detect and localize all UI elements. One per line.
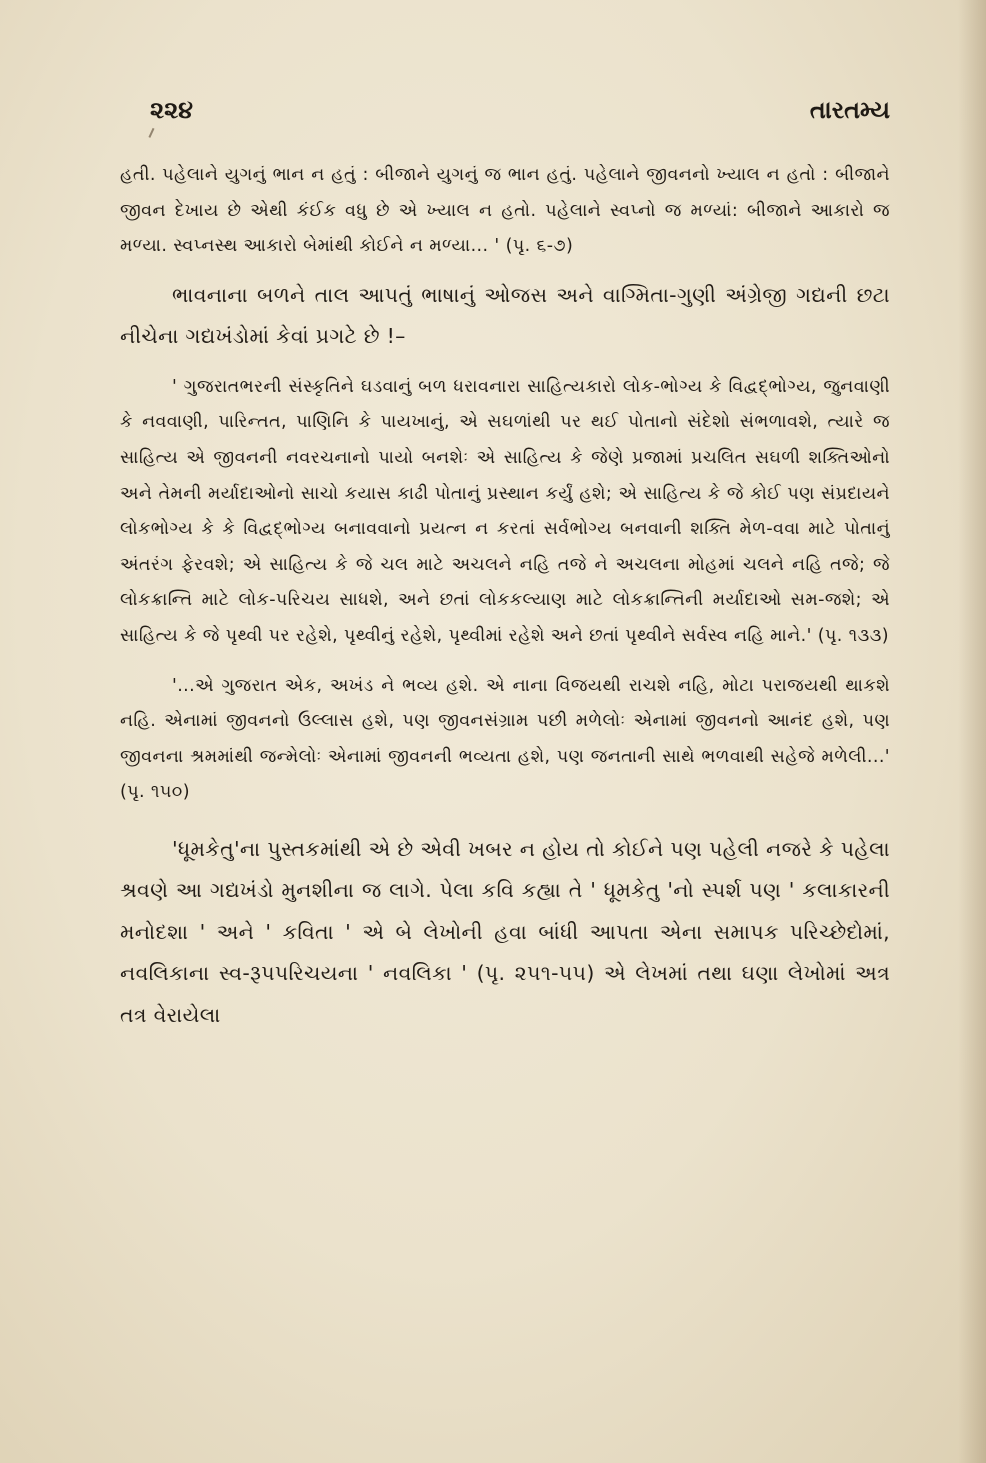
page-edge-shadow — [958, 0, 986, 1463]
page-header — [150, 96, 890, 136]
quote-paragraph: '...એ ગુજરાત એક, અખંડ ને ભવ્ય હશે. એ નાના વિજયથી રાચશે નહિ, મોટા પરાજયથી થાકશે નહિ. એનામાં જીવનનો ઉલ્લાસ હશે, પણ જીવનસંગ્રામ પછી મળેલોઃ એનામાં જીવનનો આનંદ હશે, પણ જીવનના શ્રમમાંથી જન્મેલોઃ એનામાં જીવનની ભવ્યતા હશે, પણ જનતાની સાથે ભળવાથી સહેજે મળેલી...' (પૃ. ૧૫૦) — [120, 675, 890, 803]
running-title: તારતમ્ય — [809, 96, 890, 124]
page-number: ૨૨૪ — [150, 96, 194, 124]
body-paragraph: 'ધૂમકેતુ'ના પુસ્તકમાંથી એ છે એવી ખબર ન હોય તો કોઈને પણ પહેલી નજરે કે પહેલા શ્રવણે આ ગદ્યખંડો મુનશીના જ લાગે. પેલા કવિ કહ્યા તે ' ધૂમકેતુ 'નો સ્પર્શ પણ ' કલાકારની મનોદશા ' અને ' કવિતા ' એ બે લેખોની હવા બાંધી આપતા એના સમાપક પરિચ્છેદોમાં, નવલિકાના સ્વ-રૂપપરિચયના ' નવલિકા ' (પૃ. ૨૫૧-૫૫) એ લેખમાં તથા ઘણા લેખોમાં અત્ર તત્ર વેરાયેલા — [120, 836, 890, 1027]
quote-paragraph-continued: હતી. પહેલાને યુગનું ભાન ન હતું : બીજાને યુગનું જ ભાન હતું. પહેલાને જીવનનો ખ્યાલ ન હતો : બીજાને જીવન દેખાય છે એથી કંઈક વધુ છે એ ખ્યાલ ન હતો. પહેલાને સ્વપ્નો જ મળ્યાં: બીજાને આકારો જ મળ્યા. સ્વપ્નસ્થ આકારો બેમાંથી કોઈને ન મળ્યા... ' (પૃ. ૬-૭) — [120, 165, 890, 257]
quote-paragraph: ' ગુજરાતભરની સંસ્કૃતિને ઘડવાનું બળ ધરાવનારા સાહિત્યકારો લોક-ભોગ્ય કે વિદ્વદ્ભોગ્ય, જુનવાણી કે નવવાણી, પારિન્તત, પાણિનિ કે પાયખાનું, એ સઘળાંથી પર થઈ પોતાનો સંદેશો સંભળાવશે, ત્યારે જ સાહિત્ય એ જીવનની નવરચનાનો પાયો બનશેઃ એ સાહિત્ય કે જેણે પ્રજામાં પ્રચલિત સઘળી શક્તિઓનો અને તેમની મર્યાદાઓનો સાચો કયાસ કાઢી પોતાનું પ્રસ્થાન કર્યું હશે; એ સાહિત્ય કે જે કોઈ પણ સંપ્રદાયને લોકભોગ્ય કે કે વિદ્વદ્ભોગ્ય બનાવવાનો પ્રયત્ન ન કરતાં સર્વભોગ્ય બનવાની શક્તિ મેળ-વવા માટે પોતાનું અંતરંગ ફેરવશે; એ સાહિત્ય કે જે ચલ માટે અચલને નહિ તજે ને અચલના મોહમાં ચલને નહિ તજે; જે લોકક્રાન્તિ માટે લોક-પરિચય સાધશે, અને છતાં લોકકલ્યાણ માટે લોકક્રાન્તિની મર્યાદાઓ સમ-જશે; એ સાહિત્ય કે જે પૃથ્વી પર રહેશે, પૃથ્વીનું રહેશે, પૃથ્વીમાં રહેશે અને છતાં પૃથ્વીને સર્વસ્વ નહિ માને.' (પૃ. ૧૩૩) — [120, 376, 890, 646]
page-body — [120, 158, 890, 1036]
body-paragraph: ભાવનાના બળને તાલ આપતું ભાષાનું ઓજસ અને વાગ્મિતા-ગુણી અંગ્રેજી ગદ્યની છટા નીચેના ગદ્યખંડોમાં કેવાં પ્રગટે છે !– — [120, 282, 890, 349]
